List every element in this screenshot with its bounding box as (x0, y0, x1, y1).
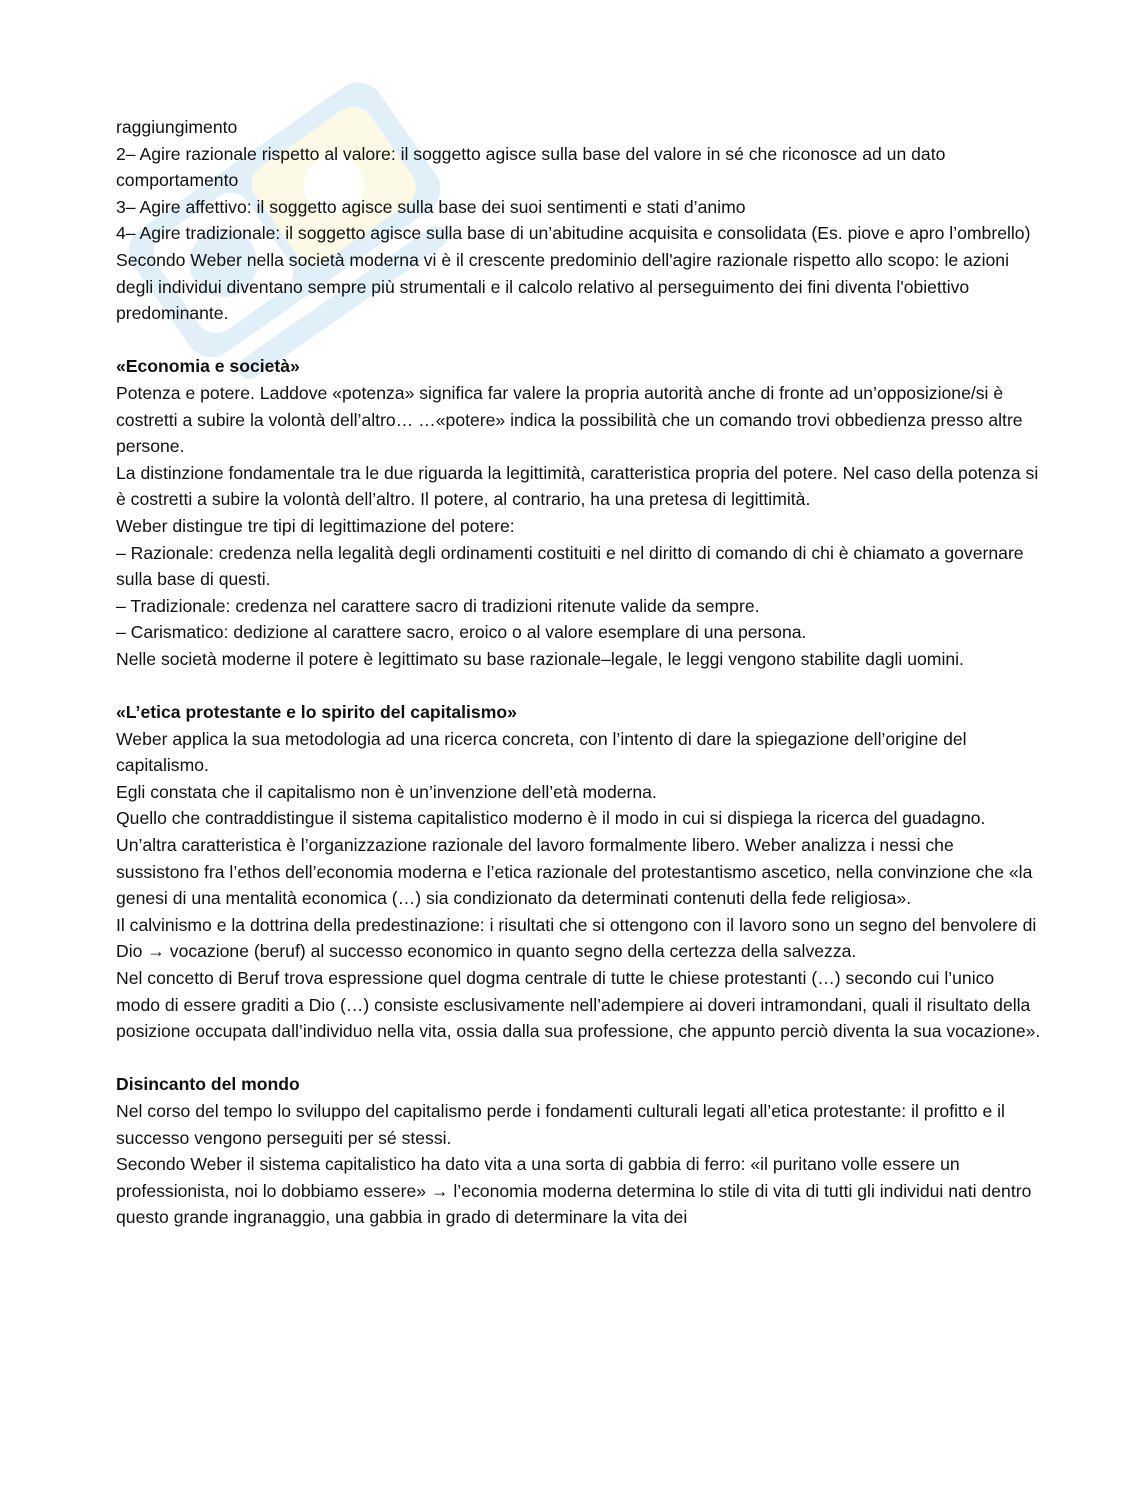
section-economia (116, 353, 1041, 672)
text-line: Quello che contraddistingue il sistema capitalistico moderno è il modo in cui si dispiega la ricerca del guadagno. Un’altra caratteristica è l’organizzazione razionale del lavoro formalmente libero. Weber analizza i nessi che sussistono fra l’ethos dell’economia moderna e l’etica razionale del protestantismo ascetico, nella convinzione che «la genesi di una mentalità economica (…) sia condizionato da determinati contenuti della fede religiosa». (116, 808, 1033, 909)
text-line: 2– Agire razionale rispetto al valore: il soggetto agisce sulla base del valore in sé che riconosce ad un dato comportamento (116, 143, 946, 191)
text-line: raggiungimento (116, 117, 238, 137)
text-line: – Carismatico: dedizione al carattere sacro, eroico o al valore esemplare di una persona. (116, 622, 807, 643)
text-line: Il calvinismo e la dottrina della predestinazione: i risultati che si ottengono con il lavoro sono un segno del benvolere di Dio → vocazione (beruf) al successo economico in quanto segno della certezza della salvezza. (116, 914, 1037, 962)
section-etica (116, 699, 1041, 1045)
section-heading: «Economia e società» (116, 356, 300, 377)
text-line: Nel corso del tempo lo sviluppo del capitalismo perde i fondamenti culturali legati all’etica protestante: il profitto e il successo vengono perseguiti per sé stessi. (116, 1100, 1005, 1148)
paragraph-gap (116, 327, 1041, 354)
text-line: Nelle società moderne il potere è legittimato su base razionale–legale, le leggi vengono stabilite dagli uomini. (116, 648, 964, 669)
text-line: – Tradizionale: credenza nel carattere sacro di tradizioni ritenute valide da sempre. (116, 595, 760, 616)
section-disincanto (116, 1071, 1041, 1231)
text-line: Weber applica la sua metodologia ad una ricerca concreta, con l’intento di dare la spiegazione dell’origine del capitalismo. (116, 728, 967, 776)
section-heading: «L’etica protestante e lo spirito del capitalismo» (116, 702, 517, 723)
section-heading: Disincanto del mondo (116, 1074, 300, 1095)
text-line: Egli constata che il capitalismo non è un’invenzione dell’età moderna. (116, 781, 657, 802)
text-line: Nel concetto di Beruf trova espressione quel dogma centrale di tutte le chiese protestanti (…) secondo cui l’unico modo di essere graditi a Dio (…) consiste esclusivamente nell’adempiere ai doveri intramondani, quali il risultato della posizione occupata dall’individuo nella vita, ossia dalla sua professione, che appunto perciò diventa la sua vocazione». (116, 968, 1041, 1042)
text-line: Potenza e potere. Laddove «potenza» significa far valere la propria autorità anche di fronte ad un’opposizione/si è costretti a subire la volontà dell’altro… …«potere» indica la possibilità che un comando trovi obbedienza presso altre persone. (116, 382, 1023, 457)
text-line: – Razionale: credenza nella legalità degli ordinamenti costituiti e nel diritto di comando di chi è chiamato a governare sulla base di questi. (116, 542, 1024, 590)
text-line: Secondo Weber il sistema capitalistico ha dato vita a una sorta di gabbia di ferro: «il puritano volle essere un professionista, noi lo dobbiamo essere» → l’economia moderna determina lo stile di vita di tutti gli individui nati dentro questo grande ingranaggio, una gabbia in grado di determinare la vita dei (116, 1154, 1032, 1228)
text-line: 3– Agire affettivo: il soggetto agisce sulla base dei suoi sentimenti e stati d’animo (116, 196, 746, 217)
text-line: Secondo Weber nella società moderna vi è il crescente predominio dell'agire razionale rispetto allo scopo: le azioni degli individui diventano sempre più strumentali e il calcolo relativo al perseguimento dei fini diventa l'obiettivo predominante. (116, 249, 1009, 324)
intro-block (116, 114, 1041, 327)
text-line: 4– Agire tradizionale: il soggetto agisce sulla base di un’abitudine acquisita e consolidata (Es. piove e apro l’ombrello) (116, 223, 1031, 244)
paragraph-gap (116, 672, 1041, 699)
text-line: La distinzione fondamentale tra le due riguarda la legittimità, caratteristica propria del potere. Nel caso della potenza si è costretti a subire la volontà dell’altro. Il potere, al contrario, ha una pretesa di legittimità. (116, 462, 1039, 510)
text-line: Weber distingue tre tipi di legittimazione del potere: (116, 515, 515, 536)
document-body (116, 114, 1041, 1231)
paragraph-gap (116, 1045, 1041, 1072)
